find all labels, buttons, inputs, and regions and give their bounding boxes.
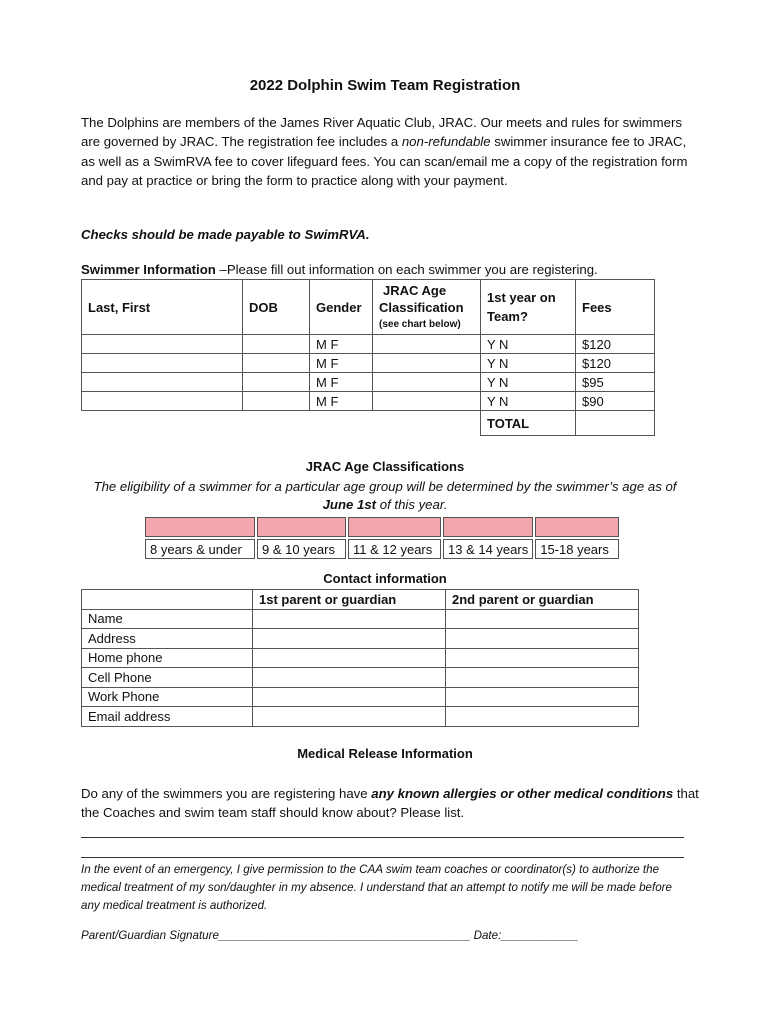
age-group-label: 9 & 10 years <box>257 539 346 559</box>
contact-row-label: Cell Phone <box>82 668 253 688</box>
col-fees: Fees <box>576 280 655 335</box>
swimmer-table <box>81 279 655 436</box>
page-title: 2022 Dolphin Swim Team Registration <box>249 77 521 94</box>
contact-header-row <box>82 590 639 610</box>
contact-parent1-cell[interactable] <box>253 687 446 707</box>
age-group-label: 8 years & under <box>145 539 255 559</box>
contact-row-label: Email address <box>82 707 253 727</box>
age-color-cell <box>145 517 255 537</box>
total-value-cell[interactable] <box>576 411 655 436</box>
consent-paragraph: In the event of an emergency, I give permission to the CAA swim team coaches or coordinator(s) to authorize the medical treatment of my son/daughter in my absence. I understand that an attempt to notify me will be made before any medical treatment is authorized. <box>81 863 672 912</box>
total-label: TOTAL <box>481 411 576 436</box>
swimmer-name-cell[interactable] <box>82 373 243 392</box>
age-color-row <box>145 517 619 537</box>
swimmer-gender-cell[interactable]: M F <box>310 373 373 392</box>
swimmer-gender-cell[interactable]: M F <box>310 335 373 354</box>
swimmer-info-heading <box>81 262 598 277</box>
contact-parent2-cell[interactable] <box>446 629 639 649</box>
age-group-label: 13 & 14 years <box>443 539 533 559</box>
intro-text-2: swimmer insurance fee to JRAC, as well as a SwimRVA fee to cover lifeguard fees. You can scan/email me a copy of the registration form and pay at practice or bring the form to practice along with your payment. <box>81 134 688 188</box>
swimmer-first-year-cell[interactable]: Y N <box>481 354 576 373</box>
contact-row-label: Name <box>82 609 253 629</box>
contact-parent2-cell[interactable] <box>446 707 639 727</box>
medical-answer-line[interactable] <box>81 837 684 838</box>
age-label-row <box>145 539 619 559</box>
contact-row <box>82 629 639 649</box>
medical-question <box>81 784 701 822</box>
swimmer-jrac-cell[interactable] <box>373 373 481 392</box>
medical-q-text-1: Do any of the swimmers you are registering have <box>81 786 372 801</box>
contact-parent1-cell[interactable] <box>253 629 446 649</box>
swimmer-dob-cell[interactable] <box>243 373 310 392</box>
age-color-cell <box>535 517 619 537</box>
swimmer-name-cell[interactable] <box>82 354 243 373</box>
intro-emphasis: non-refundable <box>401 134 491 150</box>
swimmer-name-cell[interactable] <box>82 392 243 411</box>
col-jrac-line1: JRAC Age <box>383 282 447 298</box>
swimmer-name-cell[interactable] <box>82 335 243 354</box>
signature-line[interactable]: Parent/Guardian Signature_______________________________________ Date:____________ <box>81 929 579 942</box>
age-group-label: 15-18 years <box>535 539 619 559</box>
swimmer-first-year-cell[interactable]: Y N <box>481 392 576 411</box>
swimmer-gender-cell[interactable]: M F <box>310 354 373 373</box>
age-sub-bold: June 1st <box>322 497 377 512</box>
age-group-label: 11 & 12 years <box>348 539 441 559</box>
total-spacer <box>82 411 481 436</box>
contact-row-label: Work Phone <box>82 687 253 707</box>
contact-table <box>81 589 639 727</box>
swimmer-dob-cell[interactable] <box>243 392 310 411</box>
col-dob: DOB <box>243 280 310 335</box>
col-name: Last, First <box>82 280 243 335</box>
age-color-cell <box>348 517 441 537</box>
swimmer-row <box>82 392 655 411</box>
swimmer-first-year-cell[interactable]: Y N <box>481 373 576 392</box>
age-color-cell <box>257 517 346 537</box>
intro-text-1: The Dolphins are members of the James River Aquatic Club, JRAC. Our meets and rules for swimmers are governed by JRAC. The registration fee includes a <box>81 115 682 150</box>
medical-title: Medical Release Information <box>297 746 473 761</box>
contact-parent2-cell[interactable] <box>446 609 639 629</box>
col-jrac-line2: Classification <box>379 299 464 315</box>
contact-row-label: Address <box>82 629 253 649</box>
contact-row <box>82 707 639 727</box>
swimmer-table-header <box>82 280 655 335</box>
contact-row <box>82 648 639 668</box>
swimmer-row <box>82 354 655 373</box>
swimmer-row <box>82 373 655 392</box>
age-sub-text-1: The eligibility of a swimmer for a particular age group will be determined by the swimmer’s age as of <box>93 479 677 494</box>
swimmer-info-label: Swimmer Information <box>81 262 216 277</box>
swimmer-jrac-cell[interactable] <box>373 335 481 354</box>
contact-corner-cell <box>82 590 253 610</box>
contact-title: Contact information <box>323 571 447 586</box>
swimmer-first-year-cell[interactable]: Y N <box>481 335 576 354</box>
swimmer-fee-cell: $120 <box>576 354 655 373</box>
swimmer-fee-cell: $95 <box>576 373 655 392</box>
col-jrac-note: (see chart below) <box>379 318 461 330</box>
swimmer-info-text: –Please fill out information on each swimmer you are registering. <box>215 262 598 277</box>
swimmer-jrac-cell[interactable] <box>373 354 481 373</box>
contact-parent1-cell[interactable] <box>253 668 446 688</box>
swimmer-jrac-cell[interactable] <box>373 392 481 411</box>
contact-parent1-cell[interactable] <box>253 648 446 668</box>
age-sub-text-2: of this year. <box>376 497 448 512</box>
col-first-year: 1st year on Team? <box>481 280 576 335</box>
contact-parent2-cell[interactable] <box>446 687 639 707</box>
age-classifications-subtitle <box>78 478 692 514</box>
swimmer-dob-cell[interactable] <box>243 335 310 354</box>
medical-q-bold: any known allergies or other medical conditions <box>371 786 674 801</box>
contact-parent2-cell[interactable] <box>446 648 639 668</box>
contact-row <box>82 687 639 707</box>
swimmer-fee-cell: $90 <box>576 392 655 411</box>
contact-parent1-cell[interactable] <box>253 707 446 727</box>
contact-col-parent2: 2nd parent or guardian <box>446 590 639 610</box>
col-gender: Gender <box>310 280 373 335</box>
checks-note: Checks should be made payable to SwimRVA. <box>81 227 370 242</box>
col-jrac <box>373 280 481 335</box>
swimmer-row <box>82 335 655 354</box>
contact-parent1-cell[interactable] <box>253 609 446 629</box>
contact-row <box>82 609 639 629</box>
contact-row-label: Home phone <box>82 648 253 668</box>
contact-parent2-cell[interactable] <box>446 668 639 688</box>
age-classification-table <box>143 515 621 561</box>
age-classifications-title: JRAC Age Classifications <box>305 459 465 474</box>
medical-q-text-2: that the Coaches and swim team staff should know about? Please list. <box>81 786 699 820</box>
swimmer-fee-cell: $120 <box>576 335 655 354</box>
swimmer-dob-cell[interactable] <box>243 354 310 373</box>
contact-col-parent1: 1st parent or guardian <box>253 590 446 610</box>
age-color-cell <box>443 517 533 537</box>
total-row <box>82 411 655 436</box>
swimmer-gender-cell[interactable]: M F <box>310 392 373 411</box>
medical-answer-line[interactable] <box>81 857 684 858</box>
intro-paragraph <box>81 113 691 190</box>
contact-row <box>82 668 639 688</box>
